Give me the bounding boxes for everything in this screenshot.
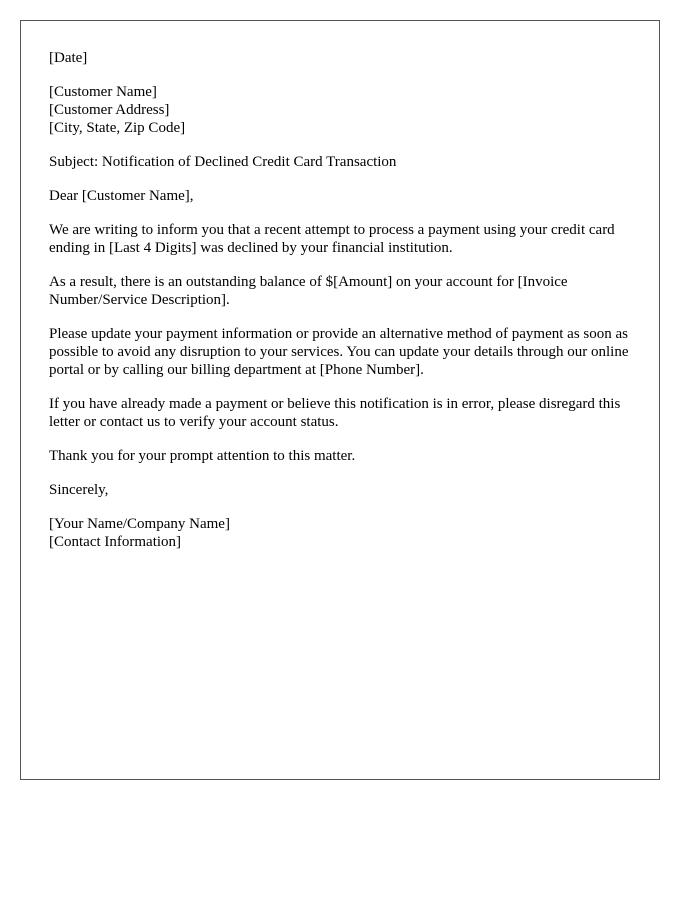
recipient-address-block: [49, 83, 631, 137]
body-paragraph-balance: As a result, there is an outstanding balance of $[Amount] on your account for [Invoice Number/Service Description].: [49, 274, 568, 308]
letter-subject: Subject: Notification of Declined Credit Card Transaction: [49, 154, 397, 170]
date-block: [49, 49, 631, 67]
body-paragraph-thanks: Thank you for your prompt attention to this matter.: [49, 448, 356, 464]
body-paragraph-declined: We are writing to inform you that a recent attempt to process a payment using your credit card ending in [Last 4 Digits] was declined by your financial institution.: [49, 222, 615, 256]
signature-block: [49, 515, 631, 551]
recipient-address: [Customer Address]: [49, 102, 170, 118]
letter-salutation: Dear [Customer Name],: [49, 188, 194, 204]
body-paragraph-update: Please update your payment information or provide an alternative method of payment as soon as possible to avoid any disruption to your services. You can update your details through our online portal or by calling our billing department at [Phone Number].: [49, 326, 629, 378]
letter-date: [Date]: [49, 50, 88, 66]
recipient-name: [Customer Name]: [49, 84, 157, 100]
body-paragraph-disregard: If you have already made a payment or believe this notification is in error, please disregard this letter or contact us to verify your account status.: [49, 396, 621, 430]
letter-closing: Sincerely,: [49, 482, 109, 498]
signature-contact: [Contact Information]: [49, 534, 182, 550]
recipient-city-state-zip: [City, State, Zip Code]: [49, 120, 186, 136]
letter-document: [20, 20, 660, 780]
signature-name: [Your Name/Company Name]: [49, 516, 230, 532]
